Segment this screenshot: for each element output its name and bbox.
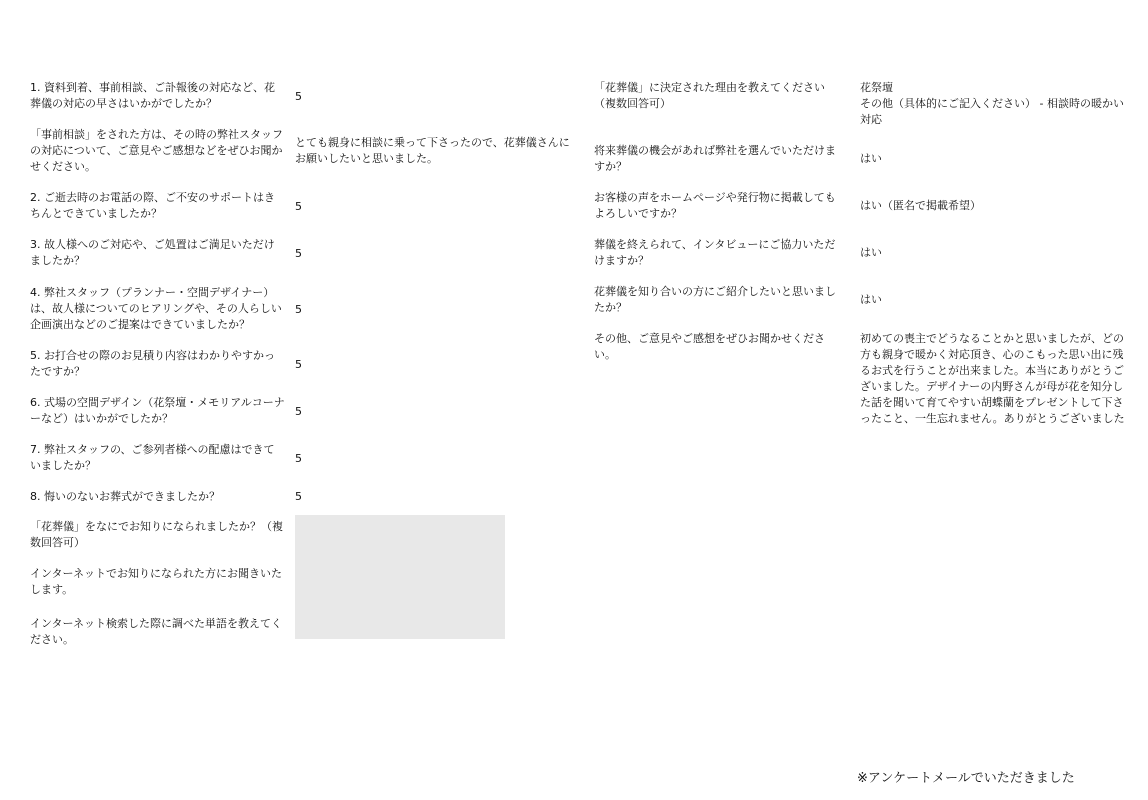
survey-question: 花葬儀を知り合いの方にご紹介したいと思いましたか？ (594, 285, 836, 314)
survey-answer: 5 (295, 490, 302, 503)
survey-answer: とても親身に相談に乗って下さったので、花葬儀さんにお願いしたいと思いました。 (295, 136, 570, 165)
survey-answer: 初めての喪主でどうなることかと思いましたが、どの方も親身で暖かく対応頂き、心のこもった思い出に残るお式を行うことが出来ました。本当にありがとうございました。デザイナーの内野さんが母が花を知分した話を聞いて育てやすい胡蝶蘭をプレゼントして下さったこと、一生忘れません。ありがとうございました (860, 332, 1125, 425)
blank-answer-area (295, 515, 505, 639)
survey-question: 6. 式場の空間デザイン（花祭壇・メモリアルコーナーなど）はいかがでしたか？ (30, 396, 285, 425)
survey-question: 将来葬儀の機会があれば弊社を選んでいただけますか？ (594, 144, 836, 173)
survey-answer: 5 (295, 358, 302, 371)
survey-question: 3. 故人様へのご対応や、ご処置はご満足いただけましたか？ (30, 238, 275, 267)
survey-question: インターネット検索した際に調べた単語を教えてください。 (30, 617, 283, 646)
survey-question: お客様の声をホームページや発行物に掲載してもよろしいですか？ (594, 191, 836, 220)
survey-question: インターネットでお知りになられた方にお聞きいたします。 (30, 567, 283, 596)
survey-question: その他、ご意見やご感想をぜひお聞かせください。 (594, 332, 825, 361)
survey-answer: はい (860, 152, 882, 165)
survey-answer: 5 (295, 90, 302, 103)
survey-answer: 花祭壇 その他（具体的にご記入ください） - 相談時の暖かい対応 (860, 81, 1124, 126)
survey-answer: 5 (295, 405, 302, 418)
survey-question: 2. ご逝去時のお電話の際、ご不安のサポートはきちんとできていましたか？ (30, 191, 275, 220)
survey-question: 7. 弊社スタッフの、ご参列者様への配慮はできていましたか？ (30, 443, 275, 472)
survey-question: 8. 悔いのないお葬式ができましたか？ (30, 490, 220, 503)
survey-answer: 5 (295, 247, 302, 260)
survey-question: 「花葬儀」をなにでお知りになられましたか？（複数回答可） (30, 520, 283, 549)
survey-question: 「事前相談」をされた方は、その時の弊社スタッフの対応について、ご意見やご感想などをぜひお聞かせください。 (30, 128, 283, 173)
survey-question: 「花葬儀」に決定された理由を教えてください（複数回答可） (594, 81, 825, 110)
survey-question: 4. 弊社スタッフ（プランナー・空間デザイナー）は、故人様についてのヒアリングや、その人らしい企画演出などのご提案はできていましたか？ (30, 286, 282, 331)
survey-question: 1. 資料到着、事前相談、ご訃報後の対応など、花葬儀の対応の早さはいかがでしたか？ (30, 81, 275, 110)
survey-question: 5. お打合せの際のお見積り内容はわかりやすかったですか？ (30, 349, 275, 378)
survey-answer: はい (860, 293, 882, 306)
footnote: ※アンケートメールでいただきました (857, 771, 1075, 786)
survey-answer: はい (860, 246, 882, 259)
survey-answer: 5 (295, 452, 302, 465)
survey-answer: はい（匿名で掲載希望） (860, 199, 981, 212)
survey-answer: 5 (295, 200, 302, 213)
survey-answer: 5 (295, 303, 302, 316)
survey-question: 葬儀を終えられて、インタビューにご協力いただけますか？ (594, 238, 836, 267)
